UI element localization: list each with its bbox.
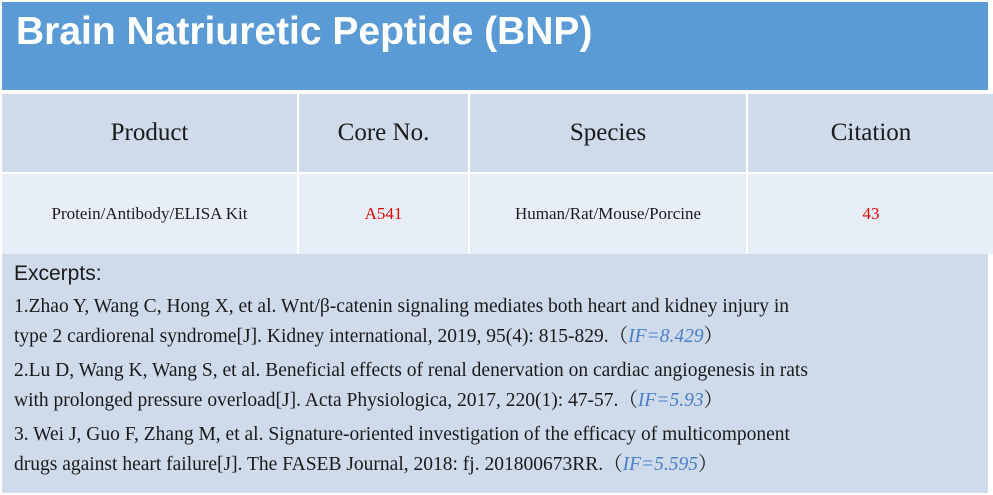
close-paren: ） <box>703 326 724 347</box>
column-header-core-no: Core No. <box>299 94 468 172</box>
reference-item <box>14 292 976 352</box>
excerpts-title: Excerpts: <box>14 262 102 285</box>
reference-line: 3. Wei J, Guo F, Zhang M, et al. Signature-oriented investigation of the efficacy of multicomponent <box>14 424 790 445</box>
reference-item <box>14 420 976 480</box>
column-header-product: Product <box>2 94 297 172</box>
cell-citation: 43 <box>748 174 993 254</box>
open-paren: （ <box>608 326 629 347</box>
cell-core-no: A541 <box>299 174 468 254</box>
reference-line <box>14 450 976 480</box>
reference-text: with prolonged pressure overload[J]. Acta Physiologica, 2017, 220(1): 47-57. <box>14 390 619 411</box>
reference-line: 1.Zhao Y, Wang C, Hong X, et al. Wnt/β-catenin signaling mediates both heart and kidney injury in <box>14 296 790 317</box>
reference-item <box>14 356 976 416</box>
close-paren: ） <box>698 454 718 475</box>
open-paren: （ <box>618 390 638 411</box>
open-paren: （ <box>603 454 623 475</box>
product-table <box>2 94 988 252</box>
cell-product: Protein/Antibody/ELISA Kit <box>2 174 297 254</box>
reference-text: type 2 cardiorenal syndrome[J]. Kidney international, 2019, 95(4): 815-829. <box>14 326 609 347</box>
impact-factor: IF=5.595 <box>622 454 699 475</box>
title-banner <box>2 2 988 90</box>
reference-line: 2.Lu D, Wang K, Wang S, et al. Beneficial effects of renal denervation on cardiac angiogenesis in rats <box>14 360 808 381</box>
reference-text: drugs against heart failure[J]. The FASEB Journal, 2018: fj. 201800673RR. <box>14 454 604 475</box>
reference-line <box>14 386 976 416</box>
impact-factor: IF=5.93 <box>637 390 704 411</box>
column-header-citation: Citation <box>748 94 993 172</box>
impact-factor: IF=8.429 <box>628 326 704 347</box>
reference-line <box>14 322 976 352</box>
excerpts-panel <box>2 254 988 493</box>
cell-species: Human/Rat/Mouse/Porcine <box>470 174 746 254</box>
column-header-species: Species <box>470 94 746 172</box>
close-paren: ） <box>703 390 724 411</box>
page-title: Brain Natriuretic Peptide (BNP) <box>16 10 593 53</box>
